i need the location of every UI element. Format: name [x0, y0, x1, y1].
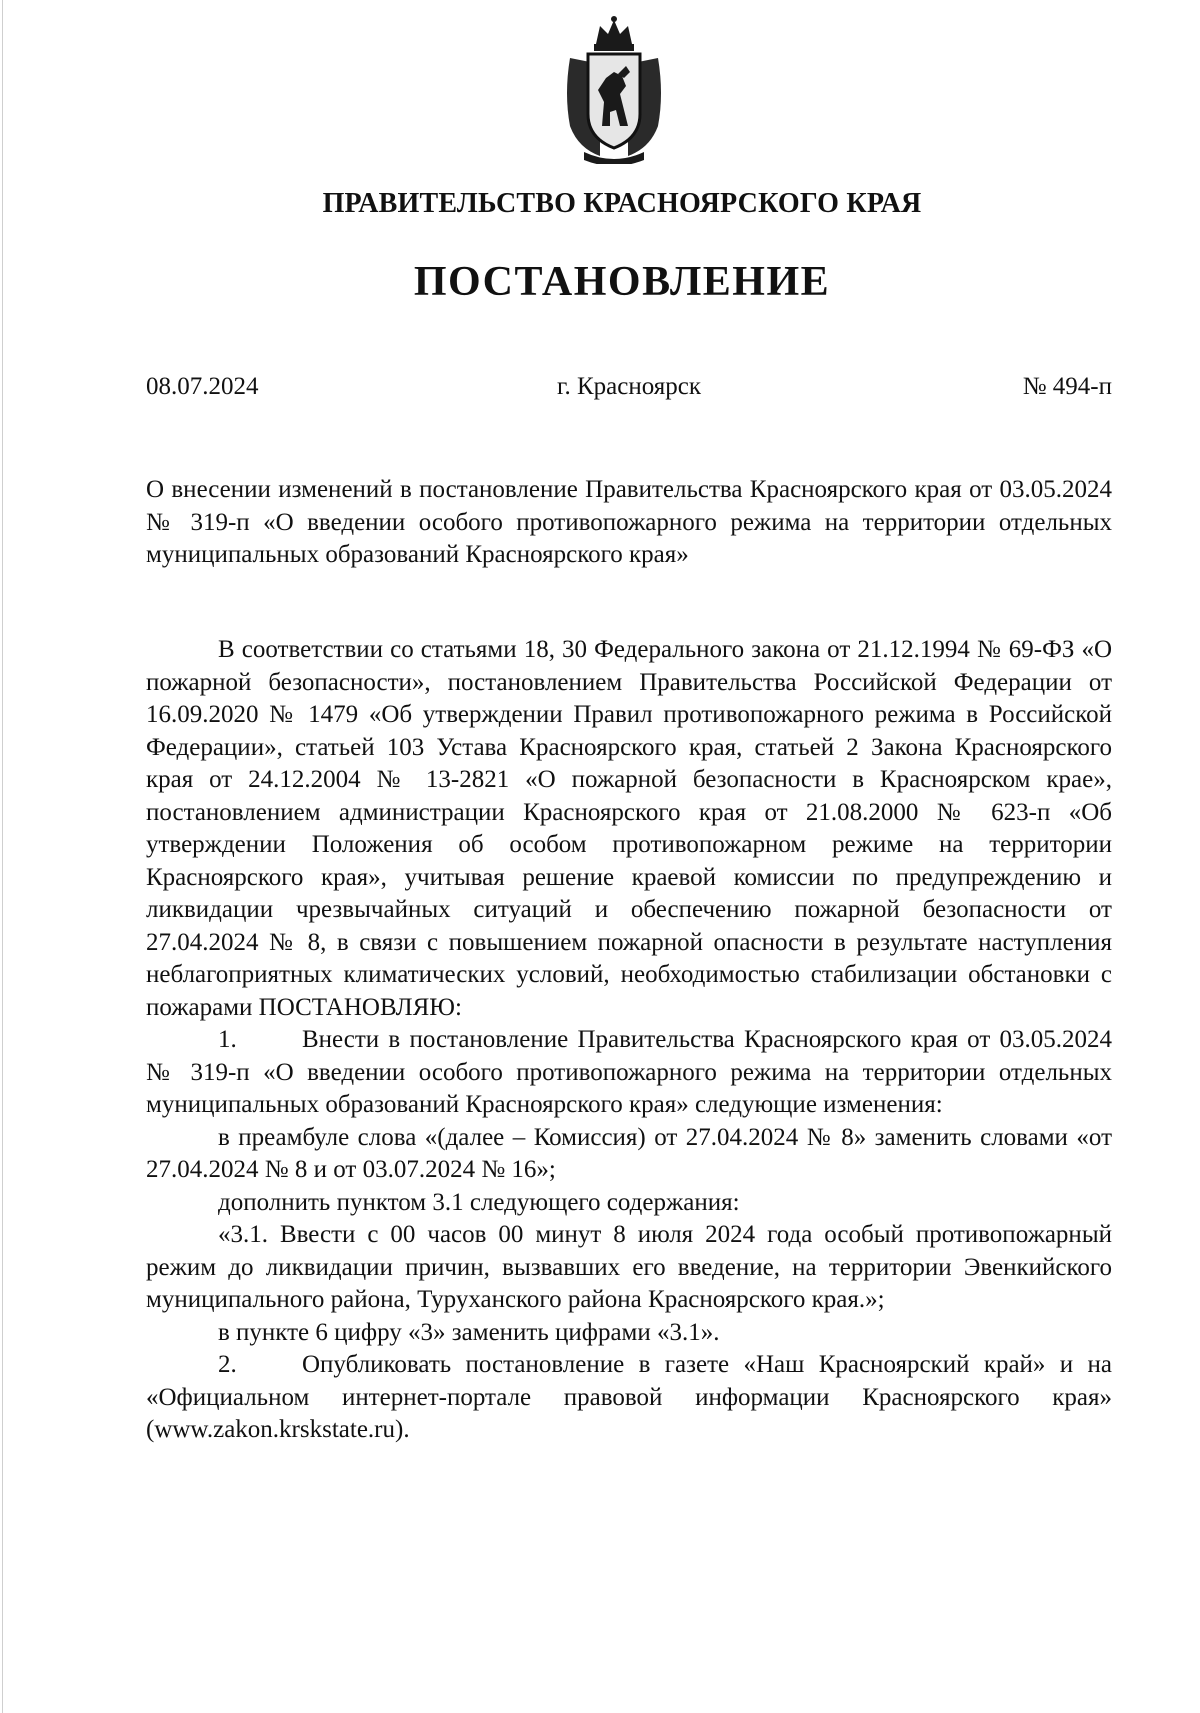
item-1-number: 1. — [218, 1026, 237, 1053]
document-meta-row — [146, 373, 1112, 409]
document-city: г. Красноярск — [557, 373, 701, 400]
document-subject: О внесении изменений в постановление Правительства Красноярского края от 03.05.2024 № 319-п «О введении особого противопожарного режима на территории отдельных муниципальных образований Красноярского края» — [146, 476, 1112, 568]
item-2-paragraph — [146, 1349, 1112, 1447]
change-2-paragraph: дополнить пунктом 3.1 следующего содержания: — [218, 1188, 740, 1216]
change-1-paragraph: в преамбуле слова «(далее – Комиссия) от 27.04.2024 № 8» заменить словами «от 27.04.2024 № 8 и от 03.07.2024 № 16»; — [146, 1123, 1112, 1183]
scan-edge-line — [2, 0, 3, 1713]
item-1-paragraph — [146, 1024, 1112, 1122]
item-2-number: 2. — [218, 1351, 237, 1378]
document-type-heading: ПОСТАНОВЛЕНИЕ — [413, 259, 831, 305]
preamble-paragraph: В соответствии со статьями 18, 30 Федерального закона от 21.12.1994 № 69-ФЗ «О пожарной безопасности», постановлением Правительства Российской Федерации от 16.09.2020 № 1479 «Об утверждении Правил противопожарного режима в Российской Федерации», статьей 103 Устава Красноярского края, статьей 2 Закона Красноярского края от 24.12.2004 № 13-2821 «О пожарной безопасности в Красноярском крае», постановлением администрации Красноярского края от 21.08.2000 № 623-п «Об утверждении Положения об особом противопожарном режиме на территории Красноярского края», учитывая решение краевой комиссии по предупреждению и ликвидации чрезвычайных ситуаций и обеспечению пожарной безопасности от 27.04.2024 № 8, в связи с повышением пожарной опасности в результате наступления неблагоприятных климатических условий, необходимостью стабилизации обстановки с пожарами ПОСТАНОВЛЯЮ: — [146, 636, 1112, 1021]
item-1-text: Внести в постановление Правительства Красноярского края от 03.05.2024 № 319-п «О введении особого противопожарного режима на территории отдельных муниципальных образований Красноярского края» следующие изменения: — [146, 1026, 1112, 1118]
coat-of-arms-icon — [560, 14, 668, 164]
document-number: № 494-п — [1022, 373, 1112, 400]
document-body — [146, 634, 1112, 1447]
document-date: 08.07.2024 — [146, 373, 259, 400]
item-2-text: Опубликовать постановление в газете «Наш Красноярский край» и на «Официальном интернет-портале правовой информации Красноярского края» (www.zakon.krskstate.ru). — [146, 1351, 1112, 1443]
change-3-paragraph: в пункте 6 цифру «3» заменить цифрами «3.1». — [218, 1318, 720, 1346]
organization-title: ПРАВИТЕЛЬСТВО КРАСНОЯРСКОГО КРАЯ — [322, 188, 922, 219]
change-2-text-paragraph: «3.1. Ввести с 00 часов 00 минут 8 июля 2024 года особый противопожарный режим до ликвидации причин, вызвавших его введение, на территории Эвенкийского муниципального района, Туруханского района Красноярского края.»; — [146, 1221, 1112, 1313]
